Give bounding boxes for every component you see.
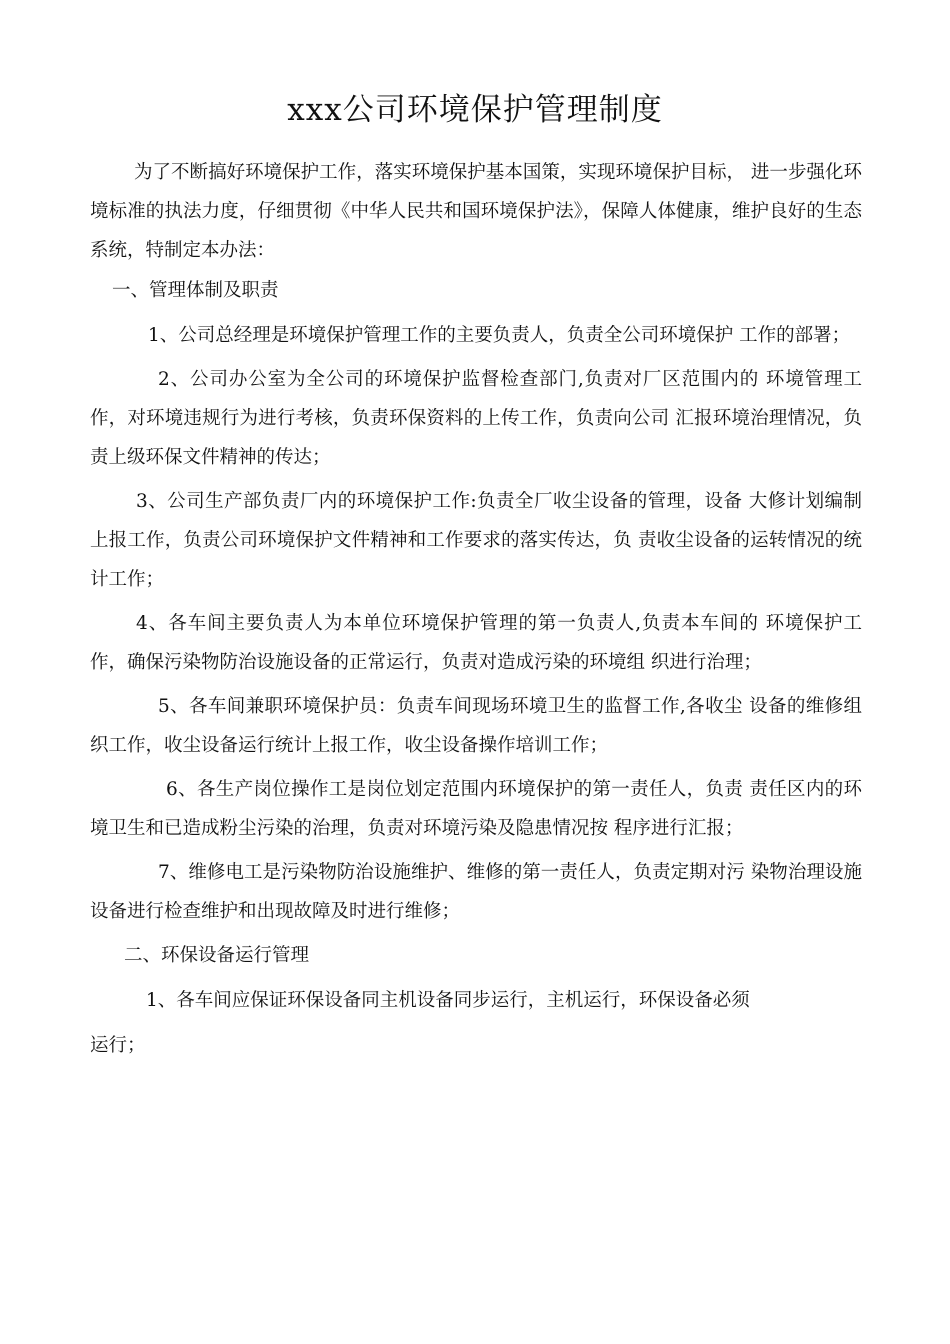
list-item: 4、各车间主要负责人为本单位环境保护管理的第一负责人,负责本车间的 环境保护工作，确保污染物防治设施设备的正常运行，负责对造成污染的环境组 织进行治理； (90, 613, 862, 673)
list-item: 6、各生产岗位操作工是岗位划定范围内环境保护的第一责任人，负责 责任区内的环境卫生和已造成粉尘污染的治理，负责对环境污染及隐患情况按 程序进行汇报； (90, 779, 862, 839)
list-item-line: 运行； (90, 1035, 146, 1056)
document-body (90, 153, 862, 1065)
list-item (90, 981, 862, 1065)
intro-paragraph: 为了不断搞好环境保护工作，落实环境保护基本国策，实现环境保护目标， 进一步强化环境标准的执法力度，仔细贯彻《中华人民共和国环境保护法》，保障人体健康，维护良好的生态系统，特制定本办法： (90, 162, 862, 261)
list-item: 1、公司总经理是环境保护管理工作的主要负责人，负责全公司环境保护 工作的部署； (148, 325, 851, 346)
list-item: 5、各车间兼职环境保护员：负责车间现场环境卫生的监督工作,各收尘 设备的维修组织工作，收尘设备运行统计上报工作，收尘设备操作培训工作； (90, 696, 862, 756)
list-item: 2、公司办公室为全公司的环境保护监督检查部门,负责对厂区范围内的 环境管理工作，对环境违规行为进行考核，负责环保资料的上传工作，负责向公司 汇报环境治理情况，负责上级环保文件精神的传达； (90, 369, 862, 468)
section-heading-management: 一、管理体制及职责 (112, 280, 279, 301)
section-heading-equipment: 二、环保设备运行管理 (124, 945, 310, 966)
document-title: xxx公司环境保护管理制度 (287, 92, 663, 128)
list-item: 3、公司生产部负责厂内的环境保护工作:负责全厂收尘设备的管理，设备 大修计划编制上报工作，负责公司环境保护文件精神和工作要求的落实传达，负 责收尘设备的运转情况的统计工作； (90, 491, 862, 590)
list-item: 7、维修电工是污染物防治设施维护、维修的第一责任人，负责定期对污 染物治理设施设备进行检查维护和出现故障及时进行维修； (90, 862, 862, 922)
list-item-line: 1、各车间应保证环保设备同主机设备同步运行，主机运行，环保设备必须 (146, 990, 750, 1011)
